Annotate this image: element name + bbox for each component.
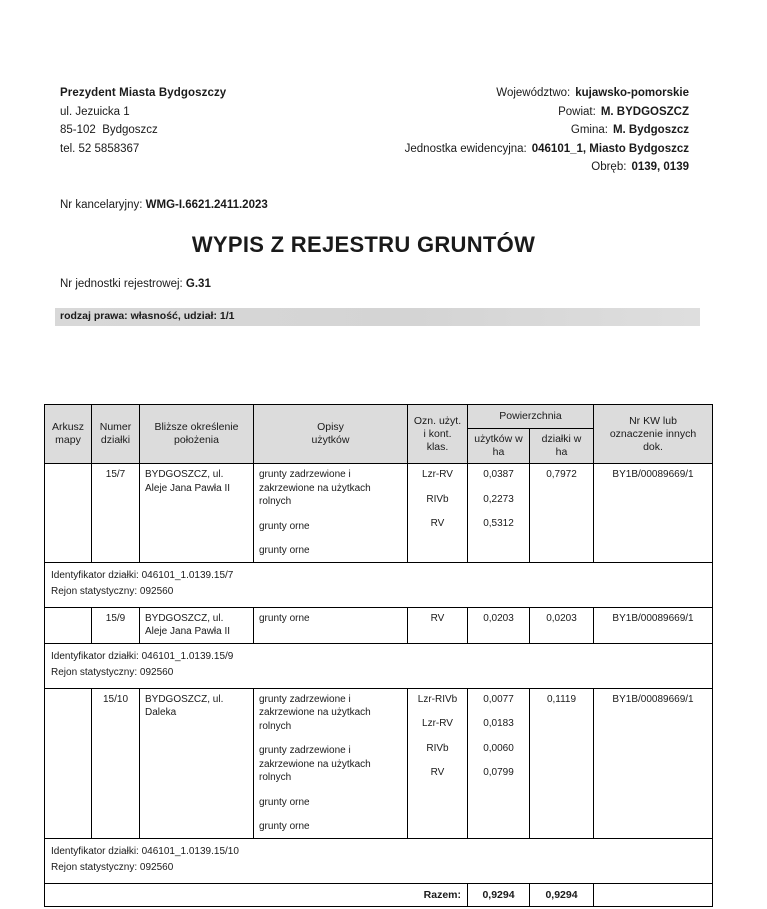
cell-location: BYDGOSZCZ, ul. Aleje Jana Pawła II — [140, 607, 254, 643]
total-kw-blank — [594, 883, 713, 906]
table-row — [45, 688, 713, 838]
statistical-region-line: Rejon statystyczny: 092560 — [51, 585, 174, 597]
territorial-block — [380, 84, 689, 177]
table-row — [45, 607, 713, 643]
th-class: Ozn. użyt. i kont. klas. — [408, 405, 468, 464]
reference-number-value: WMG-I.6621.2411.2023 — [145, 199, 268, 211]
cell-area-parcel: 0,1119 — [530, 688, 594, 838]
registry-unit-value: G.31 — [185, 278, 211, 290]
territorial-row-jednostka — [380, 140, 689, 159]
th-parcel: Numer działki — [92, 405, 140, 464]
cell-area-parcel: 0,7972 — [530, 464, 594, 563]
cell-parcel: 15/9 — [92, 607, 140, 643]
cell-sheet — [45, 464, 92, 563]
table-identifier-row — [45, 838, 713, 883]
table-header — [45, 405, 713, 464]
cell-area-parcel: 0,0203 — [530, 607, 594, 643]
value-jednostka-ewidencyjna: 046101_1, Miasto Bydgoszcz — [531, 142, 689, 155]
total-label: Razem: — [45, 883, 468, 906]
identifier-line: Identyfikator działki: 046101_1.0139.15/9 — [51, 650, 234, 662]
th-sheet: Arkusz mapy — [45, 405, 92, 464]
table-header-row-1 — [45, 405, 713, 429]
reference-number — [60, 199, 268, 211]
cell-descriptions: grunty zadrzewione i zakrzewione na użytkach rolnych grunty zadrzewione i zakrzewione na użytkach rolnych grunty orne grunty orne — [254, 688, 408, 838]
territorial-row-gmina — [380, 121, 689, 140]
cell-class: Lzr-RIVb Lzr-RV RIVb RV — [408, 688, 468, 838]
label-jednostka-ewidencyjna: Jednostka ewidencyjna: — [404, 142, 527, 155]
issuer-street: ul. Jezuicka 1 — [60, 105, 130, 118]
registry-unit-label: Nr jednostki rejestrowej: — [60, 278, 183, 290]
document-header — [0, 84, 767, 177]
cell-kw: BY1B/00089669/1 — [594, 607, 713, 643]
identifier-line: Identyfikator działki: 046101_1.0139.15/10 — [51, 845, 239, 857]
cell-location: BYDGOSZCZ, ul. Aleje Jana Pawła II — [140, 464, 254, 563]
cell-sheet — [45, 607, 92, 643]
issuer-block — [60, 84, 380, 158]
label-powiat: Powiat: — [558, 105, 596, 118]
territorial-row-powiat — [380, 103, 689, 122]
th-area-group: Powierzchnia — [468, 405, 594, 429]
cell-area-use: 0,0387 0,2273 0,5312 — [468, 464, 530, 563]
cell-descriptions: grunty zadrzewione i zakrzewione na użytkach rolnych grunty orne grunty orne — [254, 464, 408, 563]
cell-parcel: 15/7 — [92, 464, 140, 563]
table-identifier-row — [45, 643, 713, 688]
cell-kw: BY1B/00089669/1 — [594, 688, 713, 838]
label-wojewodztwo: Województwo: — [496, 87, 571, 99]
page-title: WYPIS Z REJESTRU GRUNTÓW — [191, 232, 536, 257]
parcel-identifier — [45, 643, 713, 688]
th-area-use: użytków w ha — [468, 429, 530, 464]
table-identifier-row — [45, 562, 713, 607]
rights-text: rodzaj prawa: własność, udział: 1/1 — [60, 310, 235, 322]
value-gmina: M. Bydgoszcz — [612, 124, 689, 136]
parcel-identifier — [45, 562, 713, 607]
issuer-city: 85-102 Bydgoszcz — [60, 124, 158, 136]
cell-area-use: 0,0203 — [468, 607, 530, 643]
land-registry-table — [44, 404, 713, 907]
value-powiat: M. BYDGOSZCZ — [600, 105, 689, 118]
identifier-line: Identyfikator działki: 046101_1.0139.15/7 — [51, 569, 234, 581]
th-area-parcel: działki w ha — [530, 429, 594, 464]
reference-number-label: Nr kancelaryjny: — [60, 199, 143, 211]
cell-class: RV — [408, 607, 468, 643]
cell-sheet — [45, 688, 92, 838]
cell-area-use: 0,0077 0,0183 0,0060 0,0799 — [468, 688, 530, 838]
issuer-phone: tel. 52 5858367 — [60, 142, 140, 155]
cell-descriptions: grunty orne — [254, 607, 408, 643]
table-body — [45, 464, 713, 907]
territorial-row-wojewodztwo — [380, 84, 689, 103]
table-row — [45, 464, 713, 563]
table-total-row — [45, 883, 713, 906]
value-obreb: 0139, 0139 — [631, 161, 689, 173]
parcel-identifier — [45, 838, 713, 883]
th-kw: Nr KW lub oznaczenie innych dok. — [594, 405, 713, 464]
label-gmina: Gmina: — [570, 124, 608, 136]
total-area-parcel: 0,9294 — [530, 883, 594, 906]
label-obreb: Obręb: — [591, 161, 627, 173]
total-area-use: 0,9294 — [468, 883, 530, 906]
value-wojewodztwo: kujawsko-pomorskie — [575, 87, 689, 99]
cell-kw: BY1B/00089669/1 — [594, 464, 713, 563]
cell-class: Lzr-RV RIVb RV — [408, 464, 468, 563]
statistical-region-line: Rejon statystyczny: 092560 — [51, 666, 174, 678]
registry-unit-number — [60, 278, 211, 290]
statistical-region-line: Rejon statystyczny: 092560 — [51, 861, 174, 873]
issuer-office: Prezydent Miasta Bydgoszczy — [60, 87, 227, 99]
cell-parcel: 15/10 — [92, 688, 140, 838]
cell-location: BYDGOSZCZ, ul. Daleka — [140, 688, 254, 838]
territorial-row-obreb — [380, 158, 689, 177]
th-location: Bliższe określenie położenia — [140, 405, 254, 464]
th-descriptions: Opisy użytków — [254, 405, 408, 464]
